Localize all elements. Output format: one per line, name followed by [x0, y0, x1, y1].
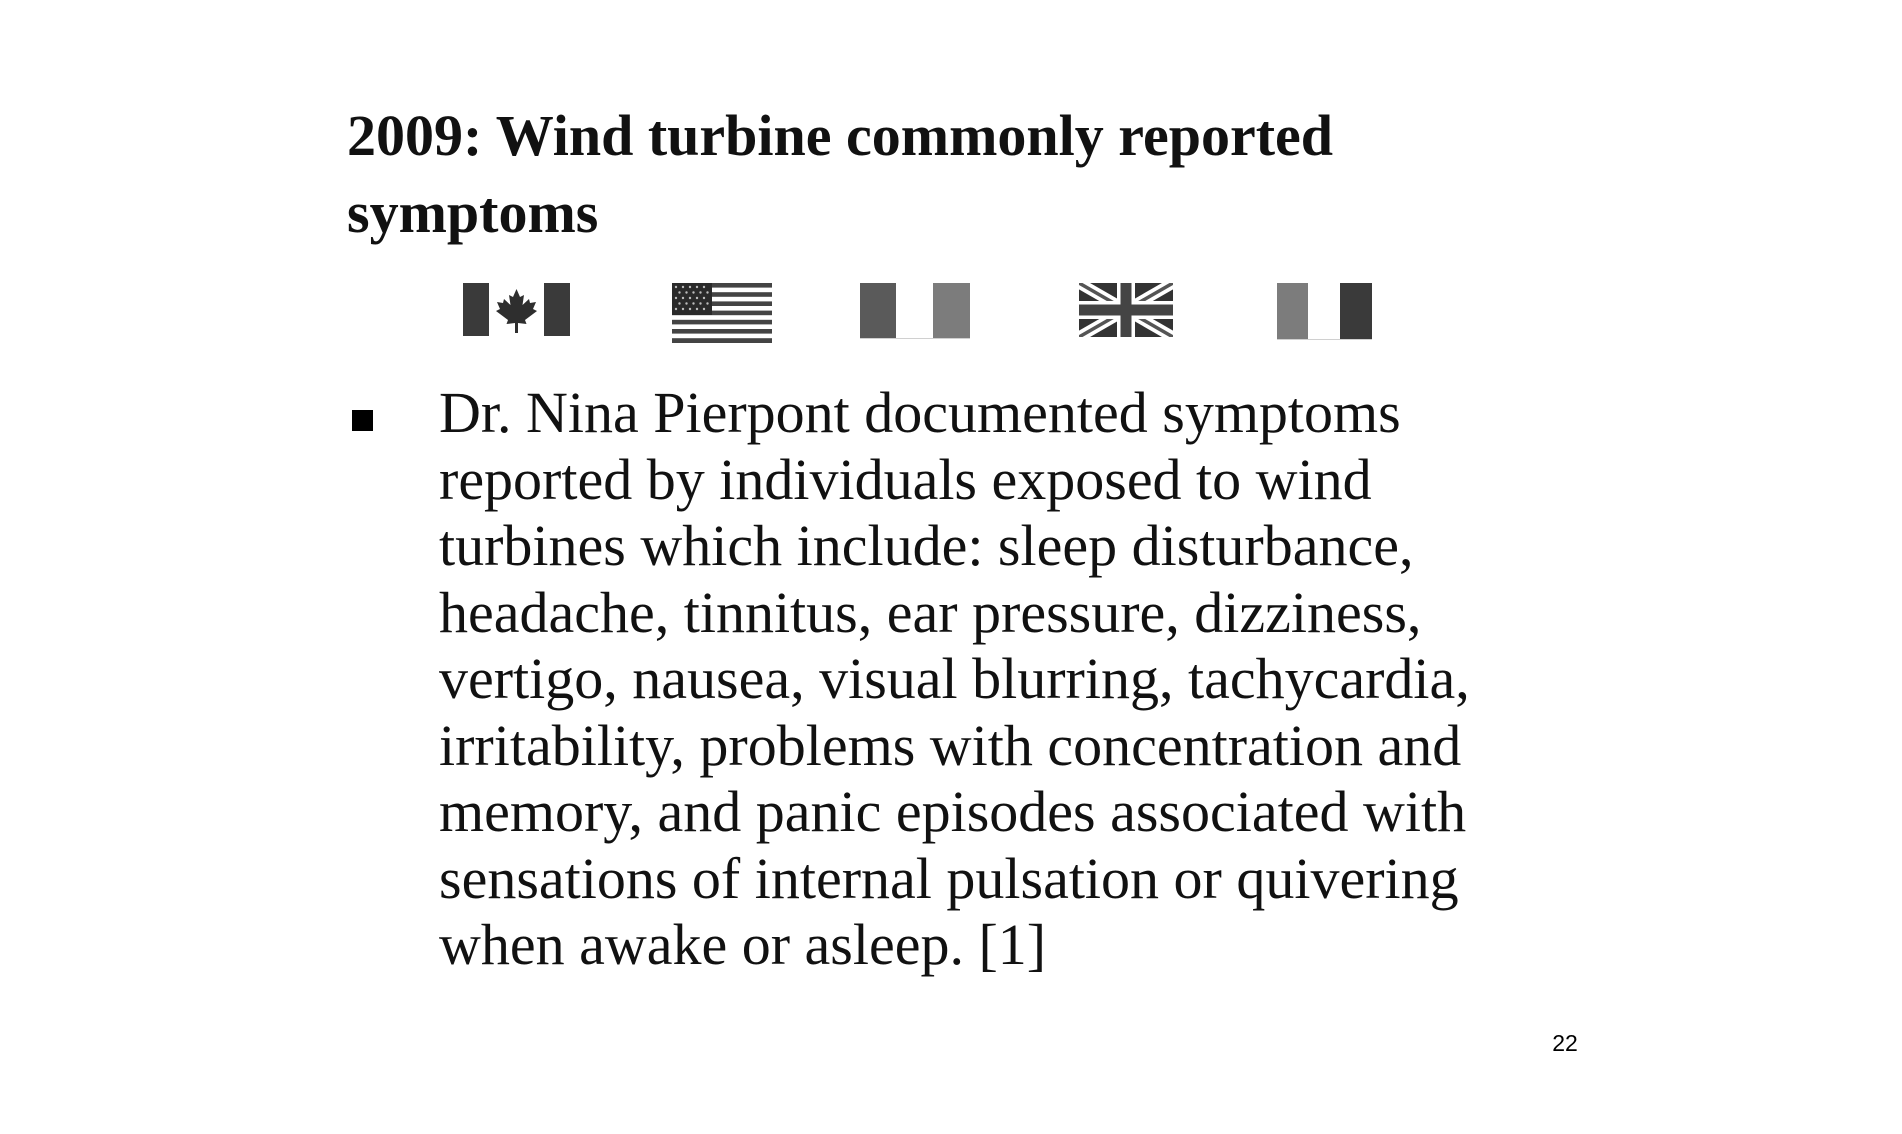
uk-flag-icon: [1079, 283, 1173, 337]
usa-flag-icon: [672, 283, 772, 343]
square-bullet-icon: [352, 410, 373, 431]
italy-flag-icon: [860, 283, 970, 339]
slide-title: 2009: Wind turbine commonly reported symptoms: [347, 103, 1334, 245]
bullet-text: Dr. Nina Pierpont documented symptoms reported by individuals exposed to wind turbines which include: sleep disturbance, headache, tinnitus, ear pressure, dizziness, vertigo, nausea, visual blurring, tachycardia, irritability, problems with concentration and memory, and panic episodes associated with sensations of internal pulsation or quivering when awake or asleep. [1]: [439, 380, 1470, 977]
page-number: 22: [1552, 1030, 1578, 1056]
canada-flag-icon: [463, 283, 570, 336]
ireland-flag-icon: [1277, 283, 1372, 340]
